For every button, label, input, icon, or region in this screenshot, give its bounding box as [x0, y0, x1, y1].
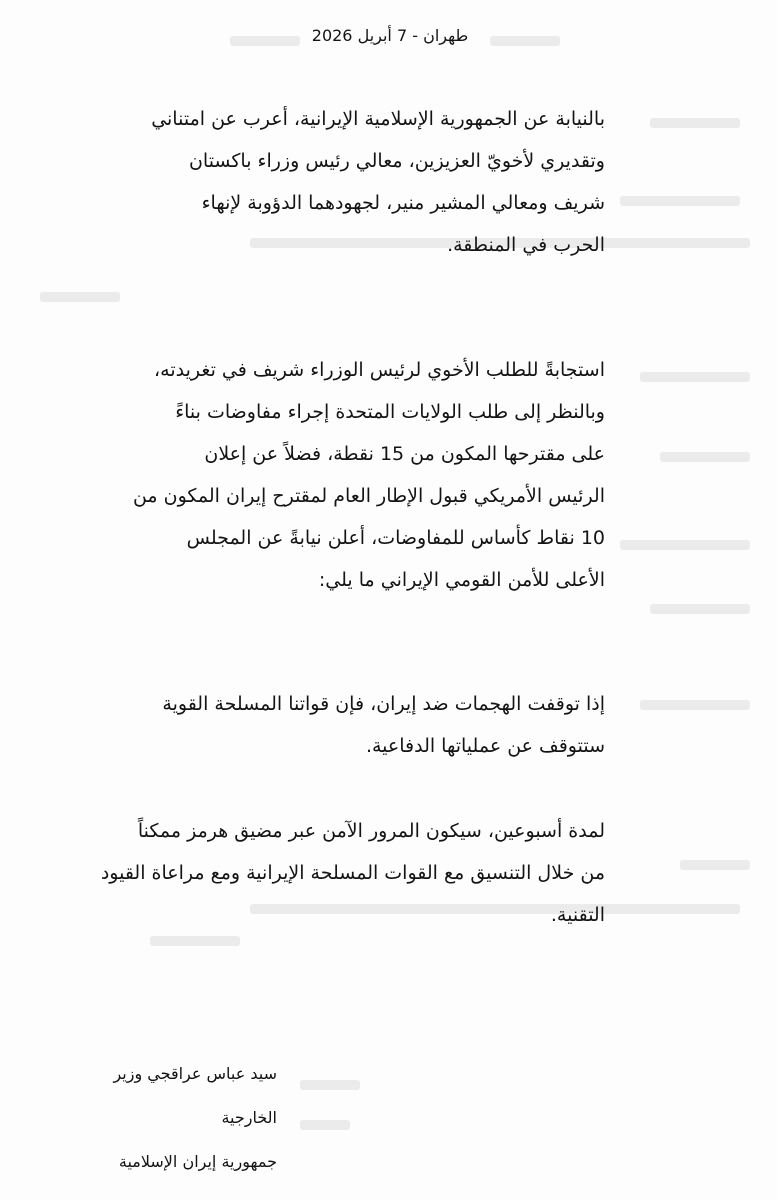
paragraph-announcement: [45, 349, 605, 601]
bleed-through-mark: [300, 1120, 350, 1130]
bleed-through-mark: [640, 372, 750, 382]
paragraph-gratitude: [45, 98, 605, 266]
text-line: من خلال التنسيق مع القوات المسلحة الإيرانية ومع مراعاة القيود: [100, 862, 605, 884]
bleed-through-mark: [150, 936, 240, 946]
signatory-name: سيد عباس عراقجي وزير: [113, 1064, 277, 1083]
bleed-through-mark: [620, 540, 750, 550]
bleed-through-mark: [620, 196, 740, 206]
text-line: التقنية.: [550, 904, 605, 926]
bleed-through-mark: [650, 604, 750, 614]
bleed-through-mark: [40, 292, 120, 302]
text-line: الحرب في المنطقة.: [447, 234, 605, 256]
text-line: استجابةً للطلب الأخوي لرئيس الوزراء شريف في تغريدته،: [154, 359, 605, 381]
text-line: بالنيابة عن الجمهورية الإسلامية الإيرانية، أعرب عن امتناني: [151, 108, 605, 130]
text-line: وبالنظر إلى طلب الولايات المتحدة إجراء مفاوضات بناءً: [175, 401, 605, 423]
text-line: الأعلى للأمن القومي الإيراني ما يلي:: [318, 569, 605, 591]
signature-block: [37, 1052, 277, 1184]
signatory-title: الخارجية: [221, 1108, 277, 1127]
bleed-through-mark: [680, 860, 750, 870]
signatory-country: جمهورية إيران الإسلامية: [118, 1152, 277, 1171]
paragraph-hormuz-passage: [45, 810, 605, 936]
text-line: على مقترحها المكون من 15 نقطة، فضلاً عن إعلان: [204, 443, 605, 465]
bleed-through-mark: [660, 452, 750, 462]
text-line: الرئيس الأمريكي قبول الإطار العام لمقترح إيران المكون من: [132, 485, 605, 507]
text-line: وتقديري لأخويّ العزيزين، معالي رئيس وزراء باكستان: [188, 150, 605, 172]
text-line: 10 نقاط كأساس للمفاوضات، أعلن نيابةً عن المجلس: [186, 527, 605, 549]
text-line: ستتوقف عن عملياتها الدفاعية.: [365, 735, 605, 757]
text-line: لمدة أسبوعين، سيكون المرور الآمن عبر مضيق هرمز ممكناً: [137, 820, 605, 842]
paragraph-ceasefire: [45, 683, 605, 767]
bleed-through-mark: [300, 1080, 360, 1090]
text-line: إذا توقفت الهجمات ضد إيران، فإن قواتنا المسلحة القوية: [162, 693, 605, 715]
dateline: طهران - 7 أبريل 2026: [311, 26, 469, 45]
text-line: شريف ومعالي المشير منير، لجهودهما الدؤوبة لإنهاء: [201, 192, 605, 214]
bleed-through-mark: [640, 700, 750, 710]
bleed-through-mark: [650, 118, 740, 128]
